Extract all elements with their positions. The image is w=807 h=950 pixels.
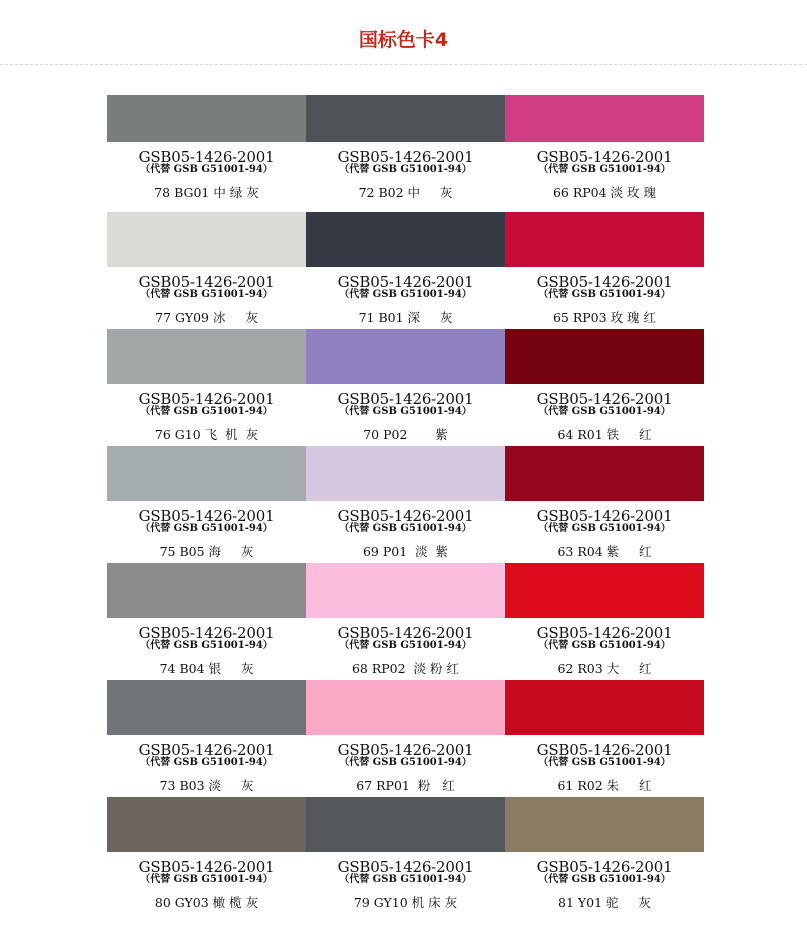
color-card [107,329,306,454]
color-card [107,446,306,571]
replaced-standard: （代替 GSB G51001-94） [339,757,472,768]
standard-code: GSB05-1426-2001 [138,858,275,876]
color-card [306,212,505,337]
swatch-row [107,95,704,220]
color-card [505,563,704,688]
color-name: 72 B02 中 灰 [358,185,453,200]
color-swatch [107,212,306,267]
replaced-standard: （代替 GSB G51001-94） [140,406,273,417]
standard-code: GSB05-1426-2001 [536,858,673,876]
color-name: 70 P02 紫 [363,427,448,442]
standard-code: GSB05-1426-2001 [337,390,474,408]
color-swatch [107,797,306,852]
color-card [505,329,704,454]
color-card [505,680,704,805]
color-swatch [505,797,704,852]
color-swatch [306,680,505,735]
color-name: 63 R04 紫 红 [557,544,652,559]
color-swatch [306,797,505,852]
color-swatch [505,446,704,501]
replaced-standard: （代替 GSB G51001-94） [538,757,671,768]
swatch-row [107,680,704,805]
standard-code: GSB05-1426-2001 [337,858,474,876]
standard-code: GSB05-1426-2001 [337,273,474,291]
color-name: 79 GY10 机 床 灰 [353,895,458,910]
standard-code: GSB05-1426-2001 [138,148,275,166]
swatch-row [107,329,704,454]
standard-code: GSB05-1426-2001 [536,741,673,759]
color-name: 78 BG01 中 绿 灰 [154,185,259,200]
color-name: 76 G10 飞 机 灰 [154,427,259,442]
replaced-standard: （代替 GSB G51001-94） [339,406,472,417]
color-name: 69 P01 淡 紫 [362,544,449,559]
standard-code: GSB05-1426-2001 [536,624,673,642]
color-card [306,446,505,571]
standard-code: GSB05-1426-2001 [138,390,275,408]
replaced-standard: （代替 GSB G51001-94） [538,289,671,300]
replaced-standard: （代替 GSB G51001-94） [339,874,472,885]
replaced-standard: （代替 GSB G51001-94） [140,640,273,651]
color-card [306,563,505,688]
color-card [107,563,306,688]
color-name: 80 GY03 橄 榄 灰 [154,895,259,910]
color-swatch [306,329,505,384]
standard-code: GSB05-1426-2001 [138,741,275,759]
standard-code: GSB05-1426-2001 [536,273,673,291]
color-name: 66 RP04 淡 玫 瑰 [552,185,657,200]
standard-code: GSB05-1426-2001 [536,148,673,166]
color-name: 68 RP02 淡 粉 红 [351,661,459,676]
replaced-standard: （代替 GSB G51001-94） [538,406,671,417]
color-swatch [505,329,704,384]
replaced-standard: （代替 GSB G51001-94） [538,523,671,534]
replaced-standard: （代替 GSB G51001-94） [140,874,273,885]
color-card [505,212,704,337]
standard-code: GSB05-1426-2001 [138,507,275,525]
color-card [306,680,505,805]
color-name: 65 RP03 玫 瑰 红 [552,310,657,325]
color-name: 73 B03 淡 灰 [159,778,254,793]
swatch-row [107,446,704,571]
standard-code: GSB05-1426-2001 [138,624,275,642]
color-name: 77 GY09 冰 灰 [155,310,258,325]
color-card [505,797,704,922]
color-card [306,329,505,454]
color-swatch [505,563,704,618]
color-swatch [505,212,704,267]
color-name: 81 Y01 驼 灰 [558,895,651,910]
replaced-standard: （代替 GSB G51001-94） [140,164,273,175]
swatch-row [107,797,704,922]
color-swatch [107,329,306,384]
replaced-standard: （代替 GSB G51001-94） [339,523,472,534]
color-card [107,95,306,220]
color-card [107,797,306,922]
title-divider [0,64,807,65]
standard-code: GSB05-1426-2001 [337,741,474,759]
color-swatch [107,563,306,618]
color-name: 62 R03 大 红 [557,661,652,676]
standard-code: GSB05-1426-2001 [536,390,673,408]
color-swatch [107,680,306,735]
standard-code: GSB05-1426-2001 [337,148,474,166]
color-swatch [107,95,306,142]
color-swatch [107,446,306,501]
replaced-standard: （代替 GSB G51001-94） [140,757,273,768]
standard-code: GSB05-1426-2001 [337,624,474,642]
color-card [306,797,505,922]
color-swatch [505,680,704,735]
color-card [107,212,306,337]
color-card [505,446,704,571]
swatch-row [107,563,704,688]
replaced-standard: （代替 GSB G51001-94） [140,289,273,300]
color-card [505,95,704,220]
replaced-standard: （代替 GSB G51001-94） [140,523,273,534]
color-name: 74 B04 银 灰 [159,661,254,676]
replaced-standard: （代替 GSB G51001-94） [339,640,472,651]
standard-code: GSB05-1426-2001 [138,273,275,291]
color-name: 71 B01 深 灰 [358,310,453,325]
color-swatch [306,95,505,142]
replaced-standard: （代替 GSB G51001-94） [339,289,472,300]
color-card [306,95,505,220]
color-swatch [306,563,505,618]
replaced-standard: （代替 GSB G51001-94） [339,164,472,175]
swatch-row [107,212,704,337]
color-name: 61 R02 朱 红 [557,778,652,793]
standard-code: GSB05-1426-2001 [536,507,673,525]
color-name: 67 RP01 粉 红 [356,778,455,793]
color-name: 64 R01 铁 红 [557,427,652,442]
page-title: 国标色卡4 [358,29,449,51]
color-swatch [306,446,505,501]
color-name: 75 B05 海 灰 [159,544,254,559]
color-swatch [306,212,505,267]
color-card-grid [107,95,704,922]
standard-code: GSB05-1426-2001 [337,507,474,525]
replaced-standard: （代替 GSB G51001-94） [538,164,671,175]
color-swatch [505,95,704,142]
replaced-standard: （代替 GSB G51001-94） [538,640,671,651]
color-card [107,680,306,805]
replaced-standard: （代替 GSB G51001-94） [538,874,671,885]
